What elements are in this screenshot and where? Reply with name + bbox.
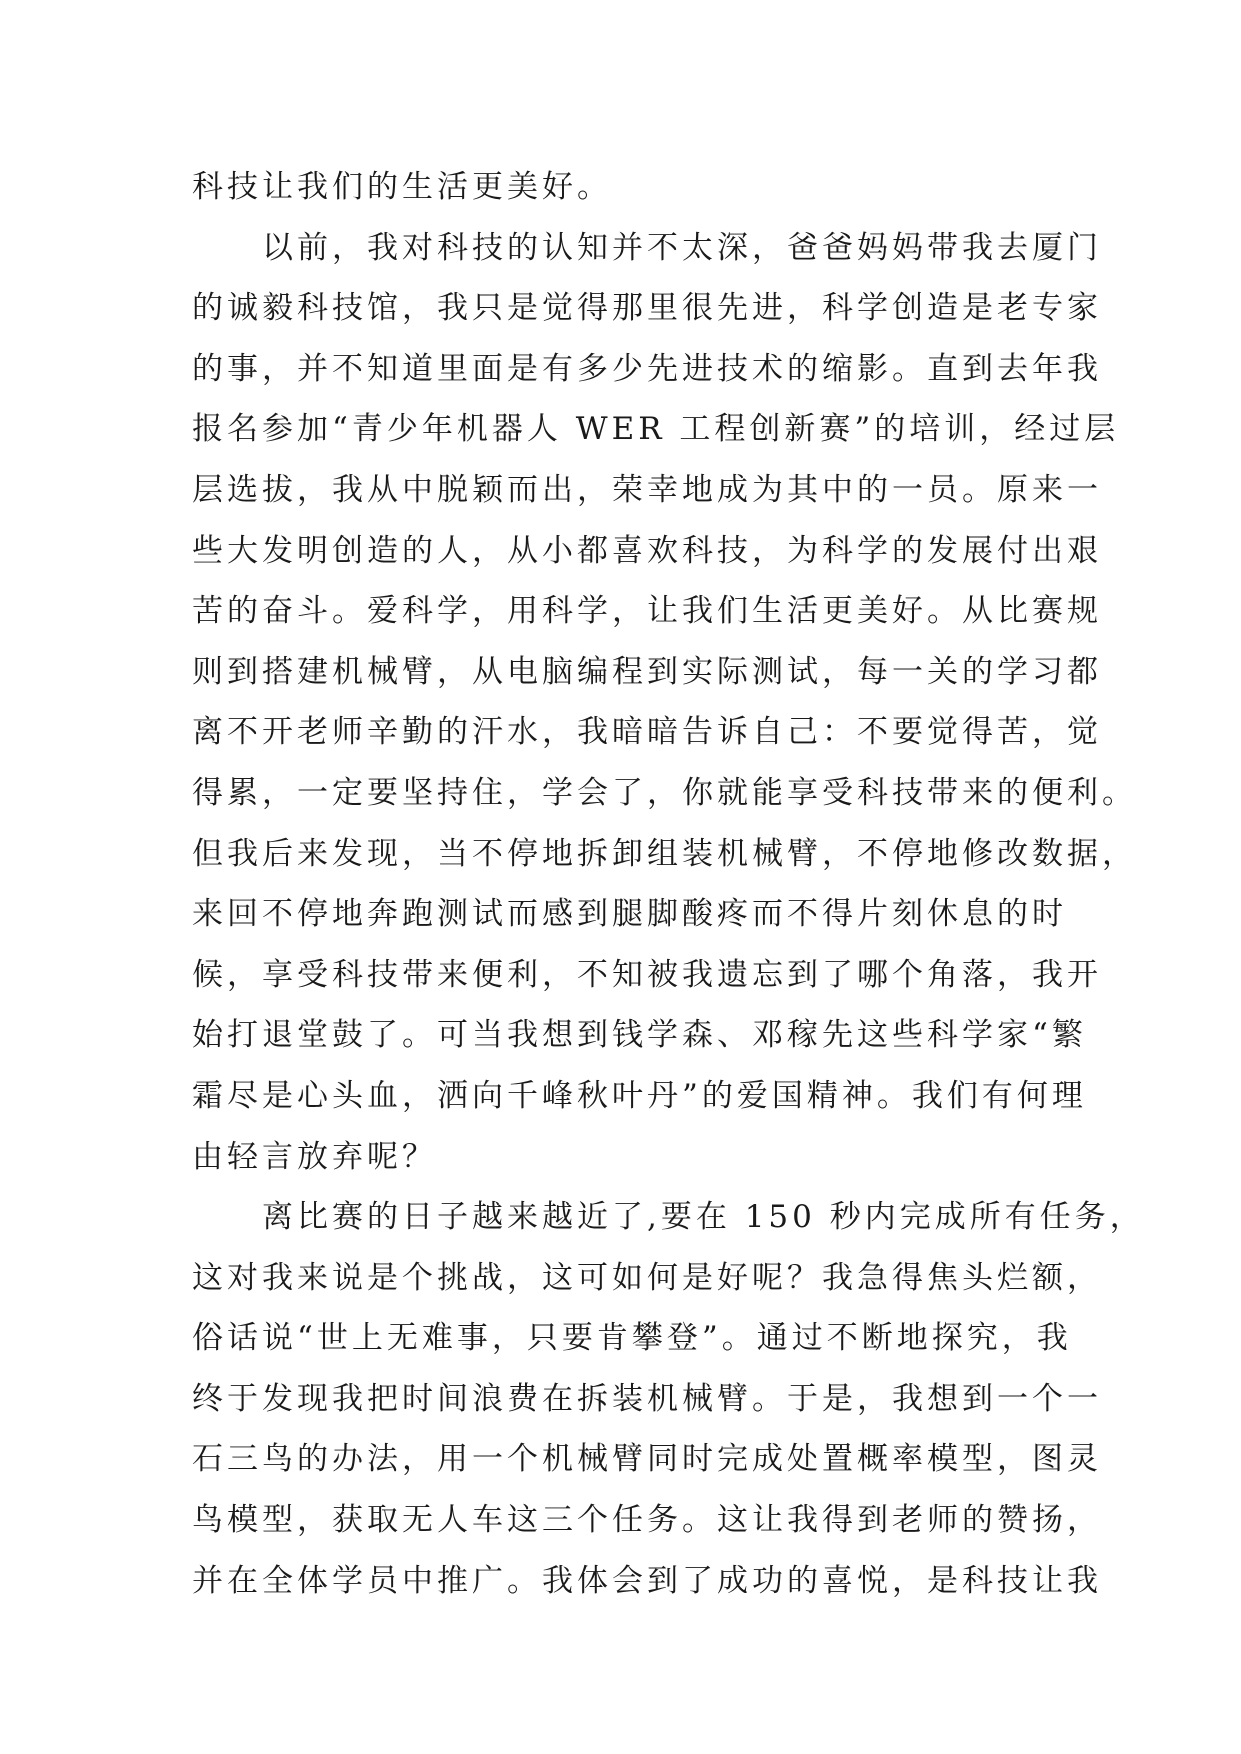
text-line: 离不开老师辛勤的汗水，我暗暗告诉自己：不要觉得苦，觉 [192, 714, 1102, 751]
text-line: 些大发明创造的人，从小都喜欢科技，为科学的发展付出艰 [192, 532, 1102, 569]
text-line: 鸟模型，获取无人车这三个任务。这让我得到老师的赞扬， [192, 1502, 1102, 1539]
text-line: 由轻言放弃呢？ [192, 1138, 437, 1175]
text-line: 俗话说“世上无难事，只要肯攀登”。通过不断地探究，我 [192, 1320, 1072, 1357]
text-line: 报名参加“青少年机器人 WER 工程创新赛”的培训，经过层 [192, 411, 1120, 448]
text-line: 始打退堂鼓了。可当我想到钱学森、邓稼先这些科学家“繁 [192, 1017, 1087, 1054]
text-line: 来回不停地奔跑测试而感到腿脚酸疼而不得片刻休息的时 [192, 896, 1067, 933]
text-line: 层选拔，我从中脱颖而出，荣幸地成为其中的一员。原来一 [192, 471, 1102, 508]
text-line: 这对我来说是个挑战，这可如何是好呢？我急得焦头烂额， [192, 1259, 1102, 1296]
text-line: 但我后来发现，当不停地拆卸组装机械臂，不停地修改数据， [192, 835, 1137, 872]
text-line: 终于发现我把时间浪费在拆装机械臂。于是，我想到一个一 [192, 1380, 1102, 1417]
text-line: 得累，一定要坚持住，学会了，你就能享受科技带来的便利。 [192, 774, 1137, 811]
paragraph-first-line: 离比赛的日子越来越近了,要在 150 秒内完成所有任务， [262, 1199, 1145, 1236]
text-line: 则到搭建机械臂，从电脑编程到实际测试，每一关的学习都 [192, 653, 1102, 690]
text-line: 并在全体学员中推广。我体会到了成功的喜悦，是科技让我 [192, 1562, 1102, 1599]
text-line: 石三鸟的办法，用一个机械臂同时完成处置概率模型，图灵 [192, 1441, 1102, 1478]
text-line: 霜尽是心头血，洒向千峰秋叶丹”的爱国精神。我们有何理 [192, 1077, 1087, 1114]
text-line: 苦的奋斗。爱科学，用科学，让我们生活更美好。从比赛规 [192, 593, 1102, 630]
body-text [192, 157, 1145, 1611]
text-line: 的诚毅科技馆，我只是觉得那里很先进，科学创造是老专家 [192, 290, 1102, 327]
paragraph-first-line: 以前，我对科技的认知并不太深，爸爸妈妈带我去厦门 [262, 229, 1102, 266]
text-line: 科技让我们的生活更美好。 [192, 169, 612, 205]
text-line: 候，享受科技带来便利，不知被我遗忘到了哪个角落，我开 [192, 956, 1102, 993]
text-line: 的事，并不知道里面是有多少先进技术的缩影。直到去年我 [192, 350, 1102, 387]
